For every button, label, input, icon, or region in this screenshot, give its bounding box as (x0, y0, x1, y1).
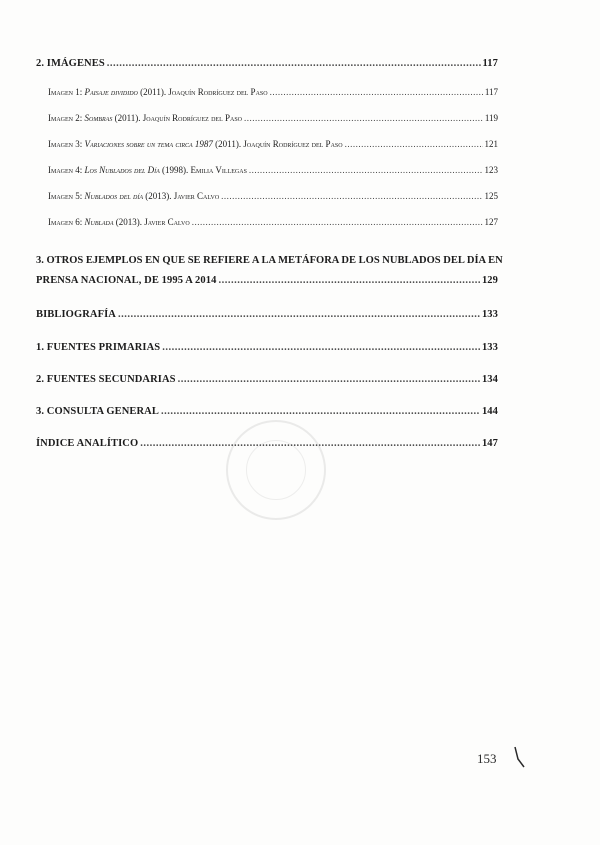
toc-item-prefix: Imagen 6: (48, 217, 85, 227)
toc-title: 1. FUENTES PRIMARIAS (36, 342, 161, 353)
dot-leader (192, 217, 483, 227)
toc-item-author: (2013). Javier Calvo (143, 191, 220, 201)
toc-page-number: 123 (484, 165, 498, 175)
toc-page-number: 125 (484, 191, 498, 201)
toc-entry-imagen-2 (36, 113, 498, 139)
toc-entry-imagen-3 (36, 139, 498, 165)
toc-entry-imagen-4 (36, 165, 498, 191)
toc-item-prefix: Imagen 1: (48, 87, 85, 97)
toc-entry-imagenes (36, 58, 498, 87)
toc-entry-otros-ejemplos (36, 275, 498, 309)
dot-leader (270, 87, 483, 97)
toc-title: ÍNDICE ANALÍTICO (36, 438, 139, 449)
toc-page-number: 127 (484, 217, 498, 227)
toc-page-number: 147 (481, 438, 498, 449)
dot-leader (244, 113, 483, 123)
toc-page-number: 119 (484, 113, 498, 123)
toc-entry-imagen-5 (36, 191, 498, 217)
dot-leader (218, 275, 479, 286)
toc-entry-fuentes-primarias (36, 342, 498, 374)
dot-leader (221, 191, 482, 201)
dot-leader (178, 374, 480, 385)
toc-page-number: 133 (481, 342, 498, 353)
faded-seal-stamp (226, 420, 326, 520)
toc-entry-bibliografia (36, 309, 498, 342)
page-number: 153 (477, 751, 497, 766)
dot-leader (161, 406, 480, 417)
dot-leader (107, 58, 481, 69)
toc-title: BIBLIOGRAFÍA (36, 309, 116, 320)
toc-title: 2. IMÁGENES (36, 58, 105, 69)
toc-work-title: Los Nublados del Día (84, 165, 160, 175)
toc-entry-imagen-6 (36, 217, 498, 246)
toc-work-title: Sombras (84, 113, 113, 123)
toc-item-author: (2013). Javier Calvo (113, 217, 190, 227)
toc-item-author: (2011). Joaquín Rodríguez del Paso (137, 87, 268, 97)
toc-item-prefix: Imagen 5: (48, 191, 85, 201)
toc-entry-otros-ejemplos-line1: 3. OTROS EJEMPLOS EN QUE SE REFIERE A LA METÁFORA DE LOS NUBLADOS DEL DÍA EN (36, 255, 503, 266)
toc-item-author: (2011). Joaquín Rodríguez del Paso (212, 139, 343, 149)
toc-page-number: 129 (481, 275, 498, 286)
dot-leader (249, 165, 483, 175)
dot-leader (162, 342, 480, 353)
dot-leader (345, 139, 483, 149)
toc-work-title: Nublada (84, 217, 114, 227)
toc-title: PRENSA NACIONAL, DE 1995 A 2014 (36, 275, 217, 286)
toc-title: 3. CONSULTA GENERAL (36, 406, 159, 417)
toc-item-author: (1998). Emilia Villegas (159, 165, 247, 175)
toc-page-number: 117 (482, 58, 498, 69)
toc-item-prefix: Imagen 3: (48, 139, 85, 149)
pen-mark (513, 745, 527, 769)
toc-page-number: 117 (484, 87, 498, 97)
dot-leader (118, 309, 480, 320)
toc-page-number: 134 (481, 374, 498, 385)
table-of-contents (36, 58, 503, 470)
toc-page-number: 144 (481, 406, 498, 417)
toc-work-title: Nublados del día (84, 191, 143, 201)
toc-item-prefix: Imagen 2: (48, 113, 85, 123)
toc-work-title: Paisaje dividido (84, 87, 138, 97)
toc-entry-imagen-1 (36, 87, 498, 113)
toc-item-author: (2011). Joaquín Rodríguez del Paso (112, 113, 242, 123)
toc-title: 2. FUENTES SECUNDARIAS (36, 374, 176, 385)
toc-page-number: 133 (481, 309, 498, 320)
toc-work-title: Variaciones sobre un tema circa 1987 (84, 139, 213, 149)
toc-entry-fuentes-secundarias (36, 374, 498, 406)
toc-item-prefix: Imagen 4: (48, 165, 85, 175)
toc-page-number: 121 (484, 139, 498, 149)
